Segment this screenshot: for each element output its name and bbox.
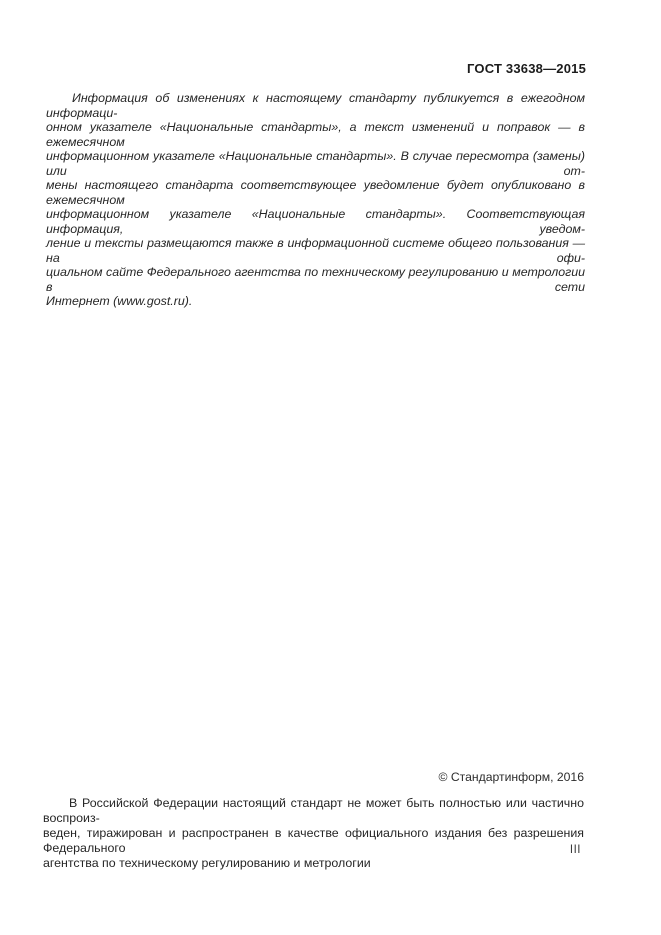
copyright-line: © Стандартинформ, 2016	[438, 770, 584, 784]
text-line: Информация об изменениях к настоящему стандарту публикуется в ежегодном информаци-	[46, 91, 585, 120]
page-number: III	[569, 844, 581, 856]
text-line: В Российской Федерации настоящий стандарт не может быть полностью или частично воспроиз-	[43, 796, 584, 825]
amendments-notice	[46, 91, 585, 309]
text-line: агентства по техническому регулированию и метрологии	[43, 856, 371, 870]
text-line: ление и тексты размещаются также в информационной системе общего пользования — на офи-	[46, 236, 585, 265]
text-line: информационном указателе «Национальные стандарты». В случае пересмотра (замены) или от-	[46, 149, 585, 178]
text-line: мены настоящего стандарта соответствующее уведомление будет опубликовано в ежемесячном	[46, 178, 585, 207]
text-line: Интернет (www.gost.ru).	[46, 294, 193, 308]
standard-code-header: ГОСТ 33638—2015	[467, 61, 586, 76]
text-line: веден, тиражирован и распространен в качестве официального издания без разрешения Федерального	[43, 826, 584, 855]
reproduction-notice	[43, 796, 584, 871]
text-line: онном указателе «Национальные стандарты», а текст изменений и поправок — в ежемесячном	[46, 120, 585, 149]
text-line: информационном указателе «Национальные стандарты». Соответствующая информация, уведом-	[46, 207, 585, 236]
text-line: циальном сайте Федерального агентства по техническому регулированию и метрологии в сети	[46, 265, 585, 294]
